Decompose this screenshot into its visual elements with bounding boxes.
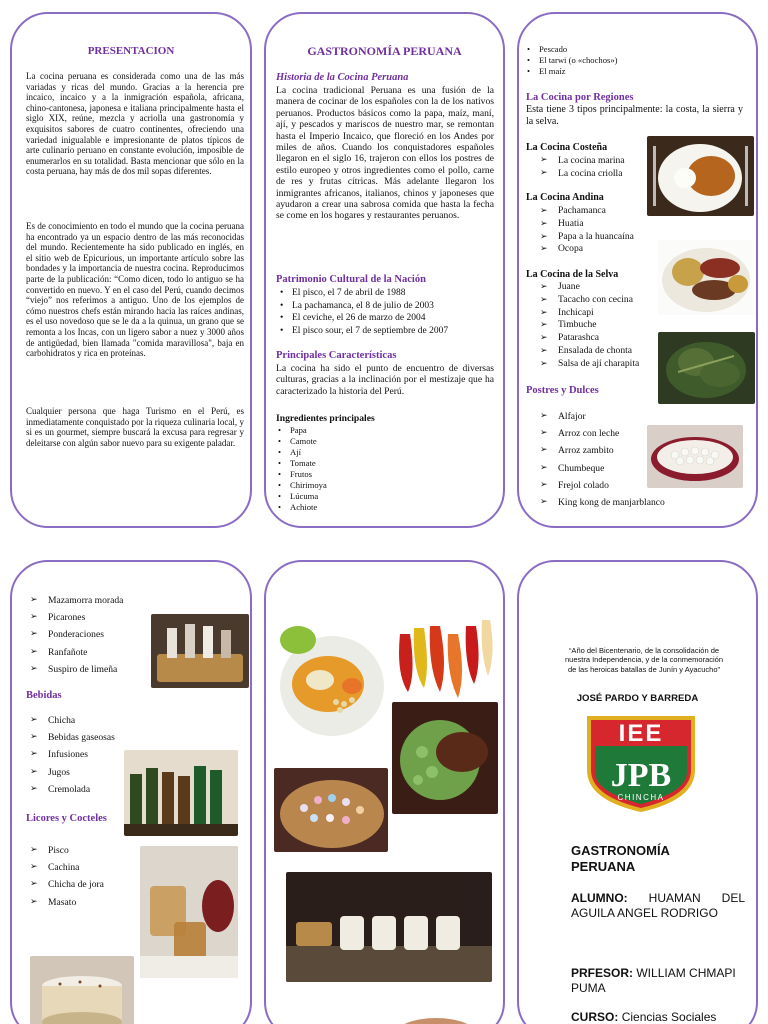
list-item: ➢ Pisco: [16, 842, 104, 859]
photo-bottles: [124, 750, 238, 836]
caracteristicas-heading: Principales Características: [276, 350, 397, 361]
logo-mid-text: JPB: [610, 757, 672, 794]
list-item: ➢ La cocina marina: [526, 154, 625, 167]
list-item: ➢ Ponderaciones: [16, 626, 123, 643]
list-item: ➢ Alfajor: [526, 408, 665, 425]
photo-alfajores: [647, 425, 743, 488]
list-item: ➢ King kong de manjarblanco: [526, 494, 665, 511]
list-item: ➢ Ocopa: [526, 243, 634, 256]
caracteristicas-text: La cocina ha sido el punto de encuentro de diversas culturas, gracias a la inclinación por el mestizaje que ha caracterizado la historia del Perú.: [276, 363, 494, 397]
postres-list: [526, 408, 665, 511]
patrimonio-heading: Patrimonio Cultural de la Nación: [276, 274, 426, 285]
alumno-label: ALUMNO:: [571, 891, 628, 905]
list-item: ➢ Inchicapi: [526, 307, 639, 320]
andina-heading: La Cocina Andina: [526, 192, 604, 203]
panel-gastronomia: [264, 12, 505, 528]
alumno-field: [571, 891, 745, 921]
panel-regiones: [517, 12, 758, 528]
list-item: ➢ Papa a la huancaína: [526, 231, 634, 244]
list-item: ➢ Pachamanca: [526, 205, 634, 218]
ingredientes-heading: Ingredientes principales: [276, 413, 375, 424]
list-item: ➢ Tacacho con cecina: [526, 294, 639, 307]
list-item: • El pisco, el 7 de abril de 1988: [278, 287, 448, 300]
panel-presentacion: [10, 12, 252, 528]
photo-plate-andina: [658, 240, 755, 315]
list-item: • Pescado: [525, 44, 618, 55]
postres-heading: Postres y Dulces: [526, 385, 599, 396]
photo-pisco-sour-glasses: [286, 872, 492, 982]
list-item: • El tarwi (o «chochos»): [525, 55, 618, 66]
regiones-heading: La Cocina por Regiones: [526, 92, 634, 103]
list-item: ➢ Chicha: [16, 712, 115, 729]
list-item: ➢ Arroz zambito: [526, 442, 665, 459]
list-item: ➢ Cremolada: [16, 781, 115, 798]
foods-top-list: [525, 44, 618, 77]
list-item: ➢ Chicha de jora: [16, 876, 104, 893]
list-item: ➢ Infusiones: [16, 746, 115, 763]
list-item: ➢ Picarones: [16, 609, 123, 626]
bebidas-heading: Bebidas: [26, 690, 62, 701]
photo-plate-costena: [647, 136, 754, 216]
photo-roast-dish: [392, 702, 498, 814]
patrimonio-list: [278, 287, 448, 337]
presentacion-title: PRESENTACION: [87, 45, 175, 57]
logo-bottom-text: CHINCHA: [617, 793, 665, 802]
list-item: ➢ Ranfañote: [16, 644, 123, 661]
bebidas-list: [16, 712, 115, 798]
alumno-value: HUAMAN DEL AGUILA ANGEL RODRIGO: [571, 891, 745, 920]
andina-list: [526, 205, 634, 256]
list-item: • El pisco sour, el 7 de septiembre de 2007: [278, 325, 448, 338]
selva-list: [526, 281, 639, 371]
list-item: ➢ Arroz con leche: [526, 425, 665, 442]
list-item: • El maíz: [525, 66, 618, 77]
photo-suspiro: [30, 956, 134, 1024]
historia-text: La cocina tradicional Peruana es una fusión de la manera de cocinar de los españoles con la de los nativos peruanos. Productos básicos como la papa, maíz, maní, ají, y pescados y mariscos de nuestro mar, se remontan hasta el Imperio Incaico, que floreció en los Andes por miles de años. Cuando los conquistadores españoles llegaron en el siglo 16, trajeron con ellos los postres de estilo europeo y otros ingredientes como el pollo, carne de res y frutas cítricas. Más adelante llegaron los inmigrantes africanos, italianos, chinos y japoneses que ayudaron a crear una sabrosa comida que hasta la fecha se come en los hogares y restaurantes peruanos.: [276, 85, 494, 222]
selva-heading: La Cocina de la Selva: [526, 269, 619, 280]
list-item: • El ceviche, el 26 de marzo de 2004: [278, 312, 448, 325]
list-item: ➢ Bebidas gaseosas: [16, 729, 115, 746]
postres-continued-list: [16, 592, 123, 678]
curso-value: Ciencias Sociales: [621, 1010, 717, 1024]
list-item: ➢ Frejol colado: [526, 477, 665, 494]
gastronomia-title: GASTRONOMÍA PERUANA: [307, 44, 462, 58]
school-name: JOSÉ PARDO Y BARREDA: [576, 693, 699, 704]
costena-list: [526, 154, 625, 180]
list-item: ➢ Salsa de ají charapita: [526, 358, 639, 371]
list-item: • La pachamanca, el 8 de julio de 2003: [278, 300, 448, 313]
ingredientes-list: [276, 425, 327, 513]
photo-postres-tray: [151, 614, 249, 688]
school-shield-logo: [581, 710, 701, 814]
historia-heading: Historia de la Cocina Peruana: [276, 72, 409, 83]
licores-heading: Licores y Cocteles: [26, 813, 107, 824]
photo-bread-bottom: [286, 1008, 492, 1024]
list-item: ➢ Jugos: [16, 764, 115, 781]
photo-drinks: [140, 846, 238, 978]
photo-cake: [274, 768, 388, 852]
panel-cover: [517, 560, 758, 1024]
list-item: • Achiote: [276, 502, 327, 513]
list-item: ➢ Suspiro de limeña: [16, 661, 123, 678]
list-item: • Lúcuma: [276, 491, 327, 502]
list-item: • Tomate: [276, 458, 327, 469]
list-item: • Ají: [276, 447, 327, 458]
panel-bebidas: [10, 560, 252, 1024]
photo-peppers: [390, 604, 498, 704]
licores-list: [16, 842, 104, 911]
profesor-field: [571, 966, 745, 996]
list-item: • Chirimoya: [276, 480, 327, 491]
list-item: ➢ Huatia: [526, 218, 634, 231]
list-item: ➢ Ensalada de chonta: [526, 345, 639, 358]
logo-top-text: IEE: [618, 720, 664, 747]
regiones-intro: Esta tiene 3 tipos principalmente: la costa, la sierra y la selva.: [526, 104, 743, 128]
profesor-label: PRFESOR:: [571, 966, 634, 980]
list-item: ➢ Timbuche: [526, 319, 639, 332]
presentacion-paragraph-3: Cualquier persona que haga Turismo en el Perú, es inmediatamente conquistado por la riqueza culinaria local, y si es un gourmet, siempre buscará la excusa para regresar y deleitarse con algún sabor nuevo para su exigente paladar.: [26, 406, 244, 448]
photo-causa-plate: [274, 618, 386, 744]
panel-photo-collage: [264, 560, 505, 1024]
list-item: ➢ La cocina criolla: [526, 167, 625, 180]
list-item: ➢ Masato: [16, 894, 104, 911]
list-item: • Papa: [276, 425, 327, 436]
motto-text: “Año del Bicentenario, de la consolidación de nuestra Independencia, y de la conmemoración de las heroicas batallas de Junín y Ayacucho”: [564, 646, 724, 674]
presentacion-paragraph-2: Es de conocimiento en todo el mundo que la cocina peruana ha encontrado ya un espacio dentro de las más reconocidas del mundo. Recientemente ha sido publicado en inglés, en el sitio web de Epicurious, un importante artículo sobre las bondades y la importancia de nuestra cocina. Reproducimos parte de la publicación: “Como dicen, todo lo antiguo se ha convertido en nuevo. Y en el caso del Perú, cuando decimos “viejo” nos referimos a antiguo. Uno de los ejemplos de cómo nuestros chefs están mirando hacia las raíces andinas, es el uso novedoso que se le da a la quinua, un grano que se remonta a los Incas, con un ligero sabor a nuez y 3000 años de antigüedad, bien llamada "comida maravillosa", baja en carbohidratos y rica en proteínas.: [26, 221, 244, 359]
curso-field: [571, 1010, 751, 1024]
list-item: ➢ Mazamorra morada: [16, 592, 123, 609]
costena-heading: La Cocina Costeña: [526, 142, 608, 153]
curso-label: CURSO:: [571, 1010, 619, 1024]
list-item: ➢ Patarashca: [526, 332, 639, 345]
list-item: ➢ Juane: [526, 281, 639, 294]
photo-plate-selva: [658, 332, 755, 404]
list-item: • Frutos: [276, 469, 327, 480]
profesor-value: WILLIAM CHMAPI PUMA: [571, 966, 736, 995]
list-item: ➢ Cachina: [16, 859, 104, 876]
list-item: • Camote: [276, 436, 327, 447]
list-item: ➢ Chumbeque: [526, 460, 665, 477]
presentacion-paragraph-1: La cocina peruana es considerada como una de las más variadas y ricas del mundo. Gracias a la herencia pre incaico, incaico y a la inmigración española, africana, chino-cantonesa, japonesa e italiana principalmente hasta el siglo XIX, reúne, mezcla y acriolla una gastronomía y exquisitos sabores de cuatro continentes, ofreciendo una variedad inigualable e impresionante de platos típicos de arte culinario peruano en constante evolución, imposible de enumerarlos en su totalidad. Basta mencionar que sólo en la costa peruana, hay más de dos mil sopas diferentes.: [26, 71, 244, 177]
cover-title: GASTRONOMÍA PERUANA: [571, 843, 670, 874]
